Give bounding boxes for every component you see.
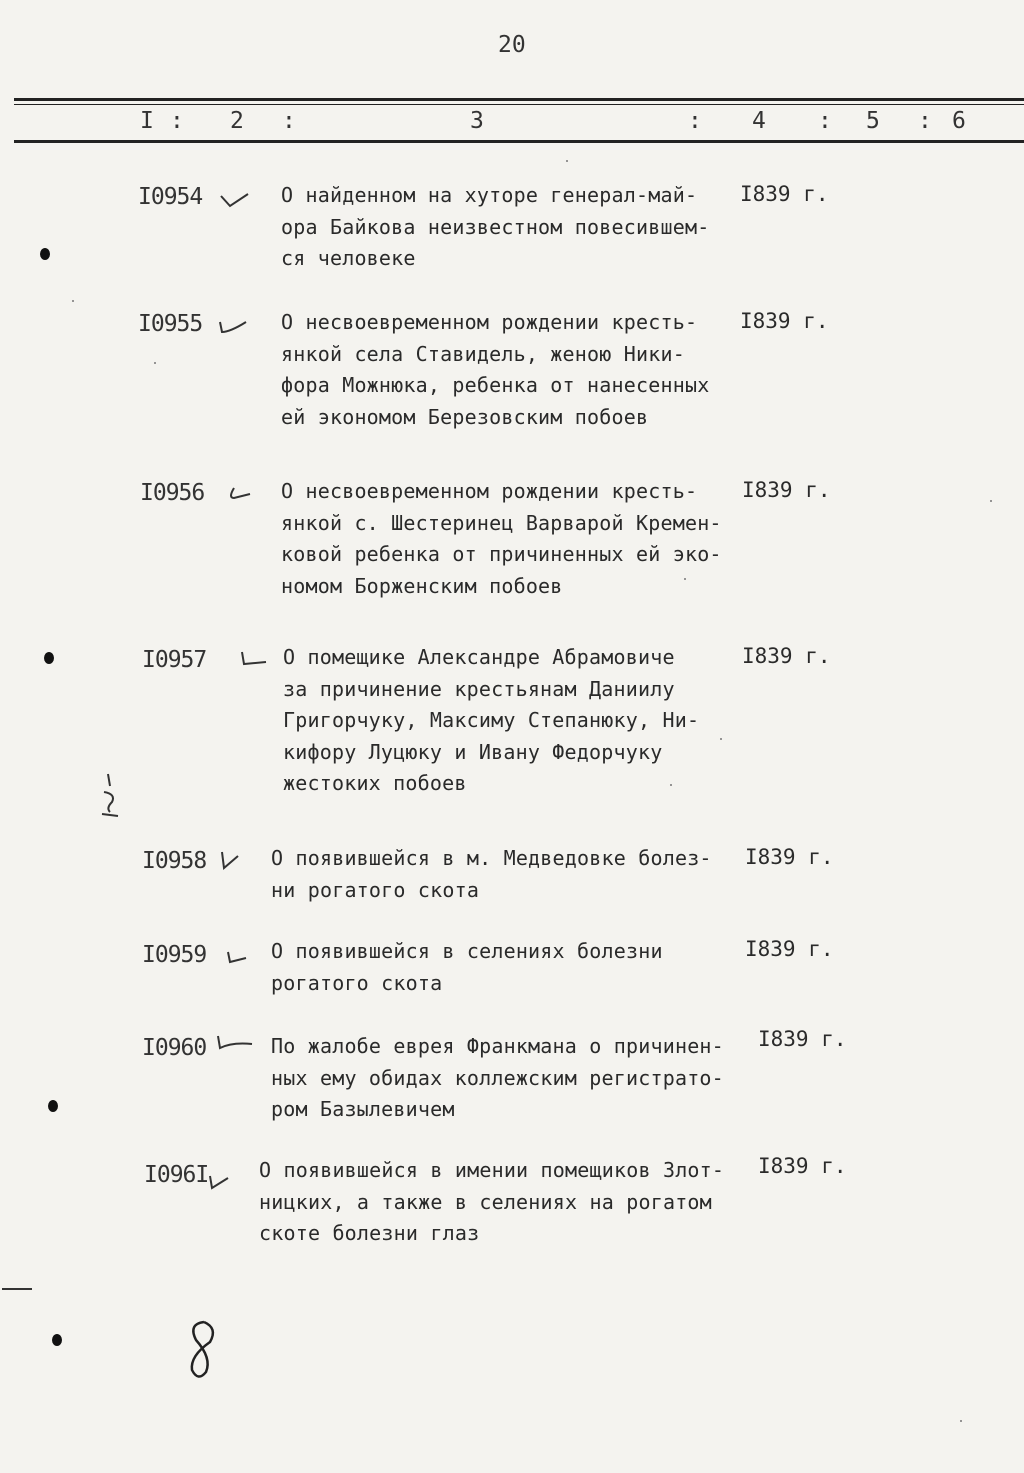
header-rule-top-thin — [14, 104, 1024, 105]
entry-year: I839 г. — [740, 309, 829, 333]
entry-title: О появившейся в селениях болезни рогатого скота — [271, 939, 663, 995]
speck — [154, 362, 156, 364]
handwritten-numeral — [182, 1318, 222, 1382]
entry-number: I096I — [144, 1162, 209, 1188]
speck — [566, 160, 568, 162]
punch-hole — [52, 1334, 62, 1346]
column-separator: : — [818, 108, 832, 134]
entry-year: I839 г. — [758, 1027, 847, 1051]
column-separator: : — [282, 108, 296, 134]
entry-year: I839 г. — [742, 644, 831, 668]
entry-title: О несвоевременном рождении кресть- янкой с. Шестеринец Варварой Кремен- ковой ребенка от причиненных ей эко- номом Борженским побоев — [281, 479, 722, 598]
column-separator: : — [918, 108, 932, 134]
check-mark-icon — [226, 484, 260, 506]
entry-number: I0956 — [140, 480, 205, 506]
entry-title: О несвоевременном рождении кресть- янкой села Ставидель, женою Ники- фора Можнюка, ребенка от нанесенных ей экономом Березовским побоев — [281, 310, 710, 429]
column-separator: : — [688, 108, 702, 134]
check-mark-icon — [222, 946, 256, 968]
entry-title: По жалобе еврея Франкмана о причинен- ных ему обидах коллежским регистрато- ром Базылевичем — [271, 1034, 724, 1121]
entry-year: I839 г. — [742, 478, 831, 502]
check-mark-icon — [214, 1032, 248, 1054]
speck — [72, 300, 74, 302]
column-header-4: 4 — [752, 108, 766, 134]
check-mark-icon — [218, 850, 252, 872]
speck — [720, 738, 722, 740]
column-header-6: 6 — [952, 108, 966, 134]
entry-year: I839 г. — [745, 845, 834, 869]
entry-title: О найденном на хуторе генерал-май- ора Байкова неизвестном повесившем- ся человеке — [281, 183, 710, 270]
entry-number: I0954 — [138, 184, 203, 210]
header-rule-bottom — [14, 140, 1024, 143]
entry-title: О появившейся в м. Медведовке болез- ни рогатого скота — [271, 846, 712, 902]
entry-number: I0955 — [138, 311, 203, 337]
entry-year: I839 г. — [740, 182, 829, 206]
entry-number: I0960 — [142, 1035, 207, 1061]
entry-year: I839 г. — [745, 937, 834, 961]
column-header-5: 5 — [866, 108, 880, 134]
column-header-2: 2 — [230, 108, 244, 134]
entry-title: О появившейся в имении помещиков Злот- ницких, а также в селениях на рогатом скоте болезни глаз — [259, 1158, 725, 1245]
margin-dash — [2, 1288, 32, 1290]
speck — [670, 784, 672, 786]
entry-number: I0958 — [142, 848, 207, 874]
entry-title: О помещике Александре Абрамовиче за причинение крестьянам Даниилу Григорчуку, Максиму Степанюку, Ни- кифору Луцюку и Ивану Федорчуку жестоких побоев — [283, 645, 700, 795]
punch-hole — [44, 652, 54, 664]
header-rule-top — [14, 98, 1024, 101]
check-mark-icon — [206, 1172, 240, 1194]
check-mark-icon — [218, 190, 252, 212]
staple-mark-icon — [98, 772, 124, 822]
column-header-1: I — [140, 108, 154, 134]
speck — [990, 500, 992, 502]
entry-year: I839 г. — [758, 1154, 847, 1178]
column-separator: : — [170, 108, 184, 134]
page-number: 20 — [498, 32, 526, 58]
punch-hole — [48, 1100, 58, 1112]
speck — [684, 578, 686, 580]
punch-hole — [40, 248, 50, 260]
entry-number: I0959 — [142, 942, 207, 968]
entry-number: I0957 — [142, 647, 207, 673]
check-mark-icon — [216, 316, 250, 338]
speck — [960, 1420, 962, 1422]
check-mark-icon — [238, 650, 272, 672]
column-header-3: 3 — [470, 108, 484, 134]
